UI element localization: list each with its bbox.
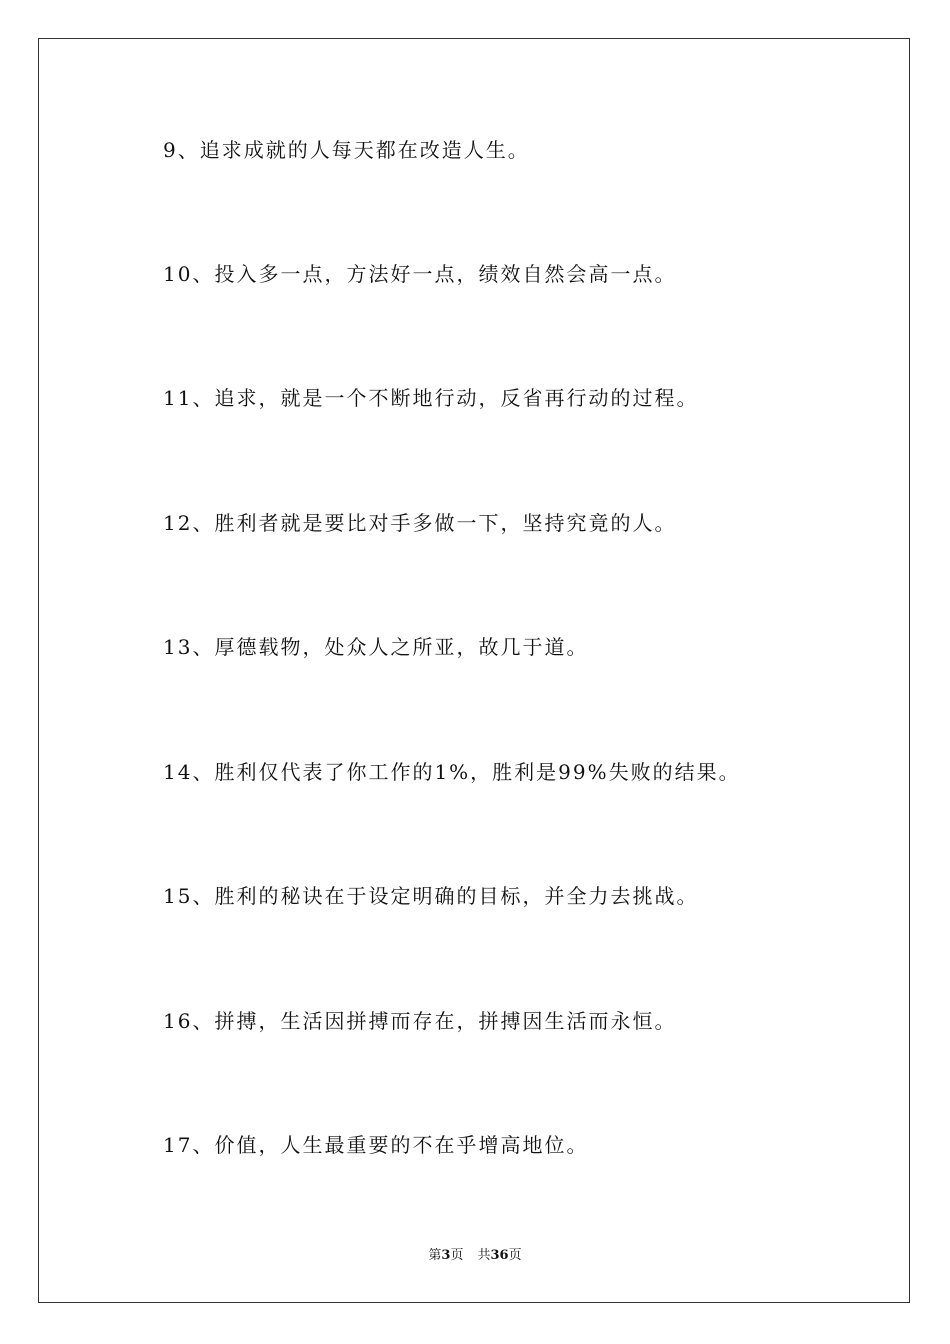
text-line: 10、投入多一点，方法好一点，绩效自然会高一点。 — [163, 262, 677, 286]
text-line: 12、胜利者就是要比对手多做一下，坚持究竟的人。 — [163, 511, 677, 535]
text-line: 13、厚德载物，处众人之所亚，故几于道。 — [163, 635, 589, 659]
total-pages: 36 — [490, 1248, 509, 1263]
total-suffix: 页 — [508, 1248, 522, 1263]
page-suffix: 页 — [450, 1248, 464, 1263]
page-border — [38, 38, 910, 1303]
total-prefix: 共 — [477, 1248, 491, 1263]
text-line: 14、胜利仅代表了你工作的1%，胜利是99%失败的结果。 — [163, 760, 741, 784]
page-number: 3 — [441, 1248, 451, 1263]
text-line: 9、追求成就的人每天都在改造人生。 — [163, 138, 530, 162]
page-prefix: 第 — [428, 1248, 442, 1263]
text-line: 15、胜利的秘诀在于设定明确的目标，并全力去挑战。 — [163, 884, 699, 908]
text-line: 16、拼搏，生活因拼搏而存在，拼搏因生活而永恒。 — [163, 1009, 677, 1033]
text-line: 11、追求，就是一个不断地行动，反省再行动的过程。 — [163, 386, 699, 410]
page-footer — [0, 1248, 950, 1264]
text-line: 17、价值，人生最重要的不在乎增高地位。 — [163, 1133, 589, 1157]
